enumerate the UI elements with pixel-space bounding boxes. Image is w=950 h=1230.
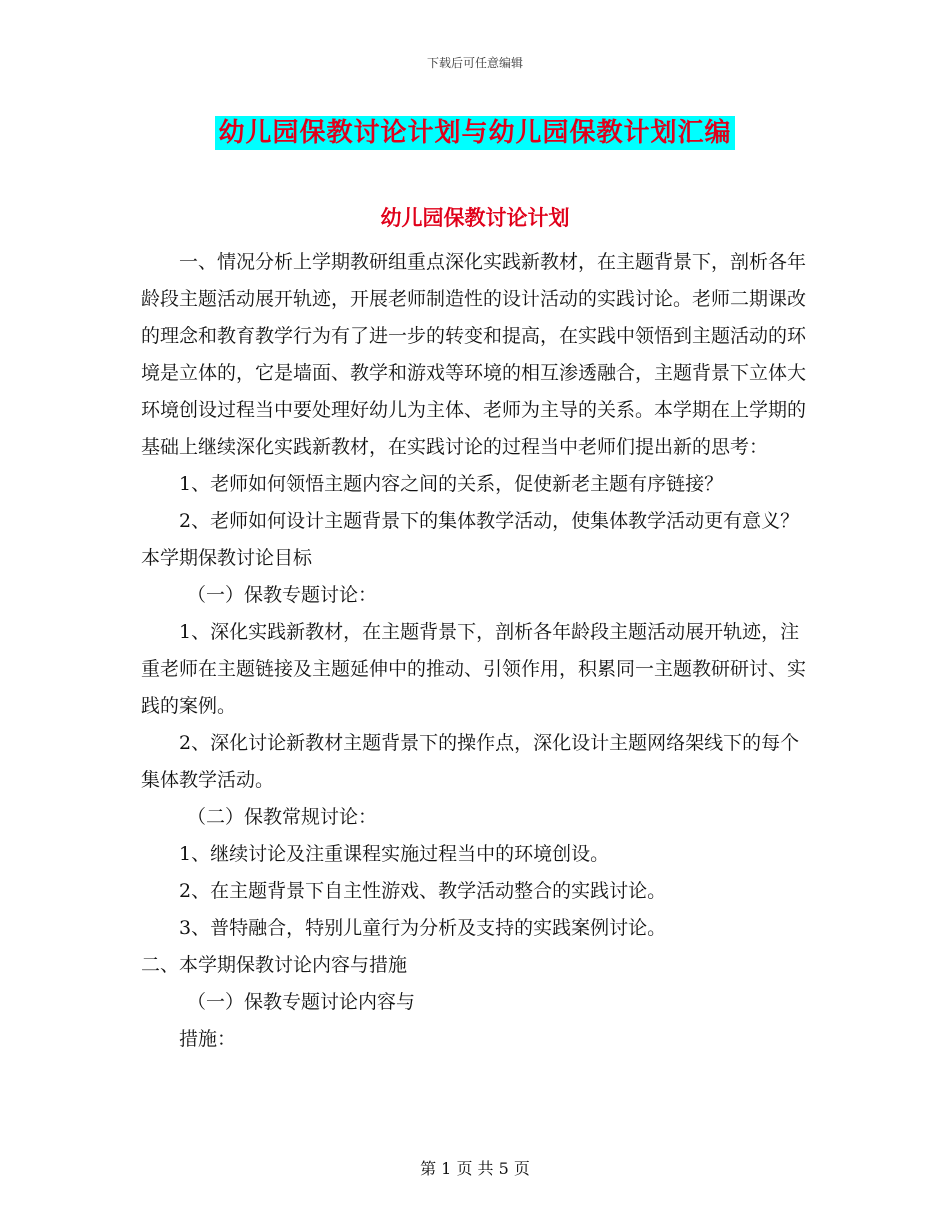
document-title [0,112,950,149]
heading-special-research: （一）保教专题讨论： [187,584,378,606]
paragraph-routine-1: 1、继续讨论及注重课程实施过程当中的环境创设。 [179,843,610,865]
document-body [141,244,811,1058]
paragraph-routine-2: 2、在主题背景下自主性游戏、教学活动整合的实践讨论。 [179,880,667,902]
heading-special-content: （一）保教专题讨论内容与 [187,991,416,1013]
heading-content-measures: 二、本学期保教讨论内容与措施 [141,954,408,976]
paragraph-goal-2: 2、深化讨论新教材主题背景下的操作点，深化设计主题网络架线下的每个集体教学活动。 [141,732,800,791]
paragraph-routine-3: 3、普特融合，特别儿童行为分析及支持的实践案例讨论。 [179,917,667,939]
heading-routine-research: （二）保教常规讨论： [187,806,378,828]
paragraph-situation: 一、情况分析上学期教研组重点深化实践新教材，在主题背景下，剖析各年龄段主题活动展开轨迹，开展老师制造性的设计活动的实践讨论。老师二期课改的理念和教育教学行为有了进一步的转变和提高，在实践中领悟到主题活动的环境是立体的，它是墙面、教学和游戏等环境的相互渗透融合，主题背景下立体大环境创设过程当中要处理好幼儿为主体、老师为主导的关系。本学期在上学期的基础上继续深化实践新教材，在实践讨论的过程当中老师们提出新的思考： [141,251,807,458]
page-footer: 第 1 页 共 5 页 [420,1159,530,1178]
page-header: 下载后可任意编辑 [426,56,523,70]
section-title: 幼儿园保教讨论计划 [380,205,570,230]
paragraph-question-2: 2、老师如何设计主题背景下的集体教学活动，使集体教学活动更有意义？本学期保教讨论目标 [141,510,800,569]
paragraph-question-1: 1、老师如何领悟主题内容之间的关系，促使新老主题有序链接？ [179,473,724,495]
document-title-text: 幼儿园保教讨论计划与幼儿园保教计划汇编 [215,116,734,150]
paragraph-goal-1: 1、深化实践新教材，在主题背景下，剖析各年龄段主题活动展开轨迹，注重老师在主题链接及主题延伸中的推动、引领作用，积累同一主题教研研讨、实践的案例。 [141,621,807,717]
paragraph-measures: 措施： [179,1028,237,1050]
